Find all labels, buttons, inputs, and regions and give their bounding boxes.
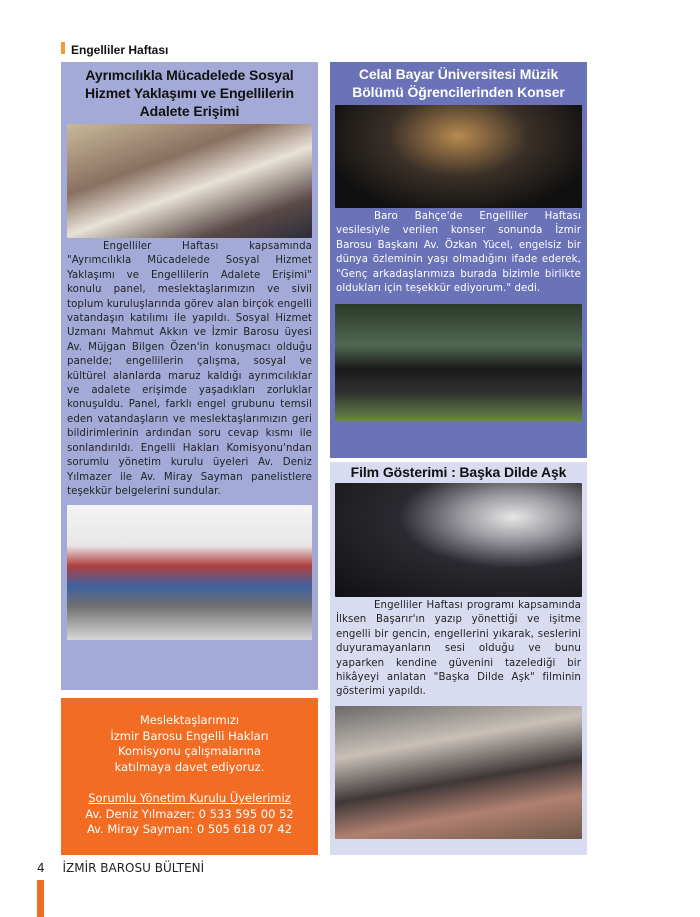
footer: [37, 861, 204, 875]
footer-accent-bar: [37, 880, 44, 917]
film-article-body: Engelliler Haftası programı kapsamında İlksen Başarır'ın yazıp yönettiği ve işitme engelli bir gencin, engellerini yıkarak, seslerini duyuramayanların sesi olduğu ve bunu yaparken kendine güvenini tazelediği bir hikâyeyi anlatan "Başka Dilde Aşk" filminin gösterimi yapıldı.: [336, 600, 581, 698]
left-article-title: Ayrımcılıkla Mücadelede Sosyal Hizmet Yaklaşımı ve Engellilerin Adalete Erişimi: [85, 67, 294, 119]
film-article-title: Film Gösterimi : Başka Dilde Aşk: [350, 464, 567, 480]
concert-article-body: Baro Bahçe'de Engelliler Haftası vesilesiyle verilen konser sonunda İzmir Barosu Başkanı Av. Özkan Yücel, engelsiz bir dünya özleminin yaşı olmadığını ifade ederek, "Genç arkadaşlarımıza burada bizimle birlikte oldukları için teşekkür ediyorum." dedi.: [336, 211, 581, 295]
concert-group-photo: [335, 304, 582, 422]
concert-photo: [335, 105, 582, 208]
contact-item: Av. Miray Sayman: 0 505 618 07 42: [86, 822, 293, 836]
section-label: [61, 42, 168, 57]
concert-article: [330, 62, 587, 458]
page-number: 4: [37, 861, 45, 875]
left-article-body: Engelliler Haftası kapsamında "Ayrımcılıkla Mücadelede Sosyal Hizmet Yaklaşımı ve Engellilerin Adalete Erişimi" konulu panel, meslektaşlarımızın ve sivil toplum kuruluşlarında görev alan birçok engelli vatandaşın katılımı ile yapıldı. Sosyal Hizmet Uzmanı Mahmut Akkın ve İzmir Barosu üyesi Av. Müjgan Bilgen Özen'in konuşmacı olduğu panelde; engellilerin çalışma, sosyal ve kültürel alanlarda maruz kaldığı ayrımcılıklar ve adalete erişimde yaşadıkları zorluklar konuşuldu. Panel, farklı engel grubunu temsil eden vatandaşların ve meslektaşlarımızın geri bildirimlerinin ardından soru cevap kısmı ile sonlandırıldı. Engelli Hakları Komisyonu'ndan sorumlu yönetim kurulu üyeleri Av. Deniz Yılmazer ile Av. Miray Sayman panelistlere teşekkür belgelerini sundular.: [67, 241, 313, 497]
film-article: [330, 462, 587, 855]
invite-line: İzmir Barosu Engelli Hakları: [110, 728, 269, 743]
left-article: [61, 62, 318, 690]
film-discussion-photo: [335, 706, 582, 839]
concert-article-title: Celal Bayar Üniversitesi Müzik Bölümü Öğrencilerinden Konser: [352, 66, 565, 100]
contacts-heading: Sorumlu Yönetim Kurulu Üyelerimiz: [88, 791, 291, 805]
contact-item: Av. Deniz Yılmazer: 0 533 595 00 52: [85, 806, 294, 821]
invite-line: Komisyonu çalışmalarına: [118, 744, 261, 758]
invite-line: Meslektaşlarımızı: [139, 713, 240, 727]
invite-box: [61, 698, 318, 855]
film-screening-photo: [335, 483, 582, 597]
section-label-text: Engelliler Haftası: [71, 42, 169, 57]
group-photo: [67, 505, 312, 640]
panel-photo: [67, 124, 312, 238]
invite-line: katılmaya davet ediyoruz.: [114, 759, 265, 774]
publication-name: İZMİR BAROSU BÜLTENİ: [62, 861, 205, 875]
